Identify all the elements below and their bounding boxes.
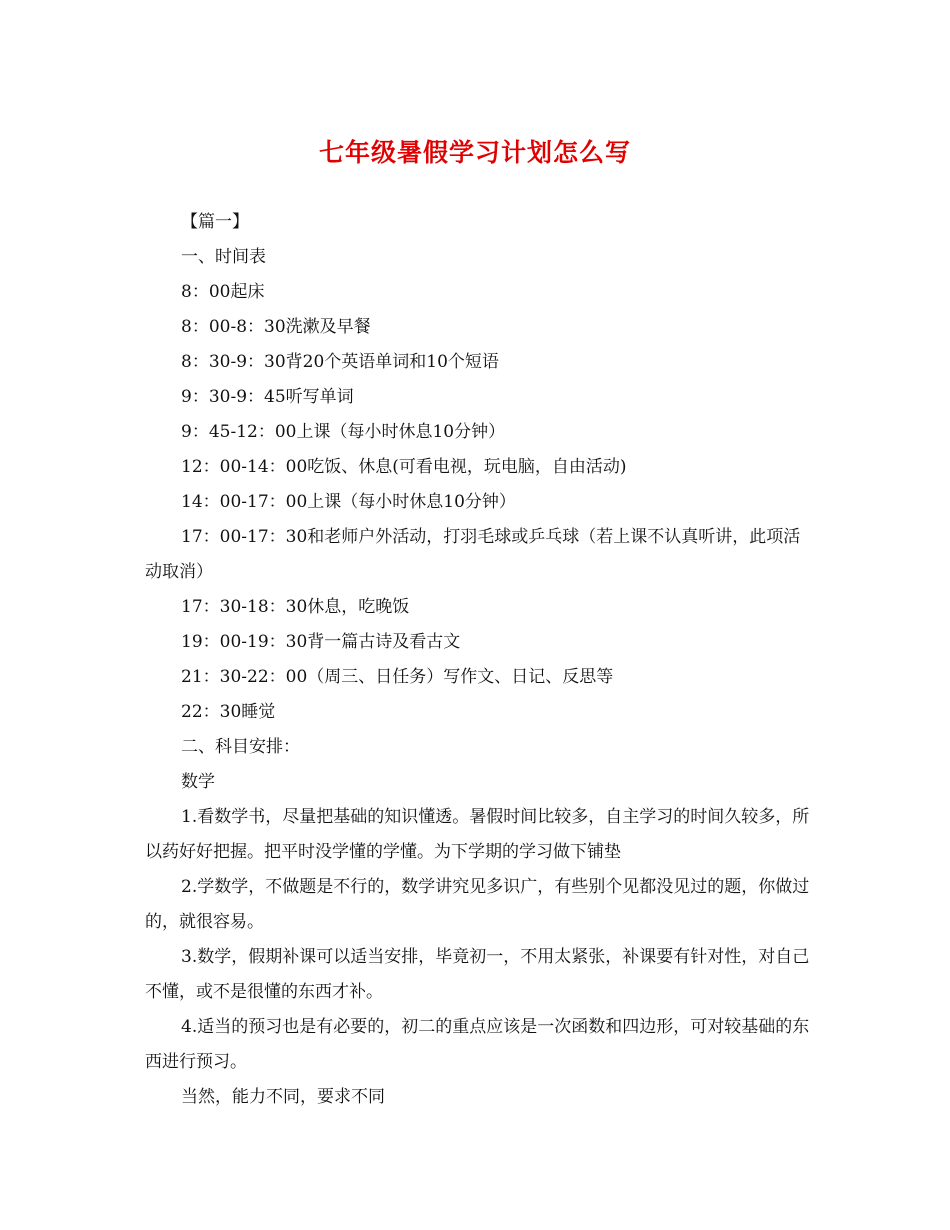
schedule-line: 21：30-22：00（周三、日任务）写作文、日记、反思等: [181, 667, 614, 687]
schedule-line: 14：00-17：00上课（每小时休息10分钟）: [181, 492, 516, 512]
document-title: 七年级暑假学习计划怎么写: [318, 138, 631, 167]
schedule-line: 12：00-14：00吃饭、休息(可看电视，玩电脑，自由活动): [181, 457, 627, 477]
schedule-line: 9：45-12：00上课（每小时休息10分钟）: [181, 422, 506, 442]
closing-paragraph: 当然，能力不同，要求不同: [181, 1087, 385, 1107]
schedule-line: 8：00起床: [181, 282, 265, 302]
schedule-line: 19：00-19：30背一篇古诗及看古文: [181, 632, 461, 652]
schedule-line: 17：00-17：30和老师户外活动，打羽毛球或乒乓球（若上课不认真听讲，此项活动取消）: [145, 527, 801, 582]
math-tip-paragraph: 1.看数学书，尽量把基础的知识懂透。暑假时间比较多，自主学习的时间久较多，所以药好好把握。把平时没学懂的学懂。为下学期的学习做下铺垫: [145, 807, 810, 862]
schedule-line: 8：00-8：30洗漱及早餐: [181, 317, 371, 337]
schedule-line: 8：30-9：30背20个英语单词和10个短语: [181, 352, 499, 372]
section-heading-part-one: 【篇一】: [181, 212, 249, 232]
math-tip-paragraph: 2.学数学，不做题是不行的，数学讲究见多识广，有些别个见都没见过的题，你做过的，就很容易。: [145, 877, 810, 932]
subheading-schedule: 一、时间表: [181, 247, 266, 267]
subheading-subjects: 二、科目安排：: [181, 737, 300, 757]
subject-heading-math: 数学: [181, 772, 215, 792]
math-tip-paragraph: 4.适当的预习也是有必要的，初二的重点应该是一次函数和四边形，可对较基础的东西进行预习。: [145, 1017, 810, 1072]
schedule-line: 9：30-9：45听写单词: [181, 387, 354, 407]
schedule-line: 22：30睡觉: [181, 702, 276, 722]
math-tip-paragraph: 3.数学，假期补课可以适当安排，毕竟初一，不用太紧张，补课要有针对性，对自己不懂，或不是很懂的东西才补。: [145, 947, 810, 1002]
document-body: [145, 205, 810, 1115]
schedule-line: 17：30-18：30休息，吃晚饭: [181, 597, 410, 617]
